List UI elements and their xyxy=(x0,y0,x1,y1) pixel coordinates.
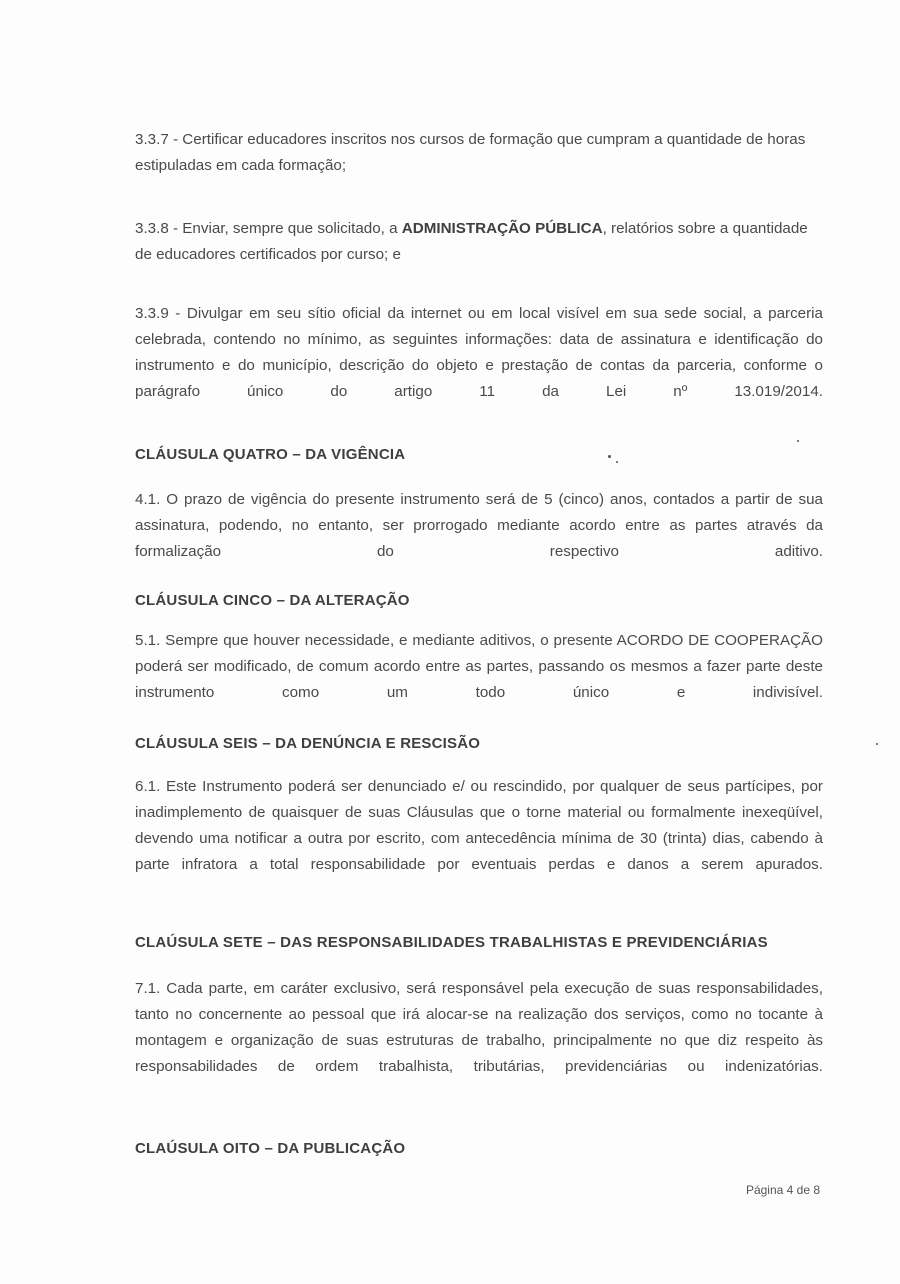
scan-speck xyxy=(797,440,799,442)
clause-3-3-7: 3.3.7 - Certificar educadores inscritos nos cursos de formação que cumpram a quantidade de horas estipuladas em cada formação; xyxy=(135,131,806,174)
clause-7-1: 7.1. Cada parte, em caráter exclusivo, será responsável pela execução de suas responsabilidades, tanto no concernente ao pessoal que irá alocar-se na realização dos serviços, como no tocante à montagem e organização de suas estruturas de trabalho, principalmente no que diz respeito às responsabilidades de ordem trabalhista, tributárias, previdenciárias ou indenizatórias. xyxy=(135,980,823,1075)
heading-clausula-oito: CLAÚSULA OITO – DA PUBLICAÇÃO xyxy=(135,1140,406,1157)
scan-speck xyxy=(616,461,618,463)
scan-speck xyxy=(608,455,611,458)
heading-clausula-seis: CLÁUSULA SEIS – DA DENÚNCIA E RESCISÃO xyxy=(135,735,481,752)
clause-3-3-9: 3.3.9 - Divulgar em seu sítio oficial da internet ou em local visível em sua sede social, a parceria celebrada, contendo no mínimo, as seguintes informações: data de assinatura e identificação do instrumento e do município, descrição do objeto e prestação de contas da parceria, conforme o parágrafo único do artigo 11 da Lei nº 13.019/2014. xyxy=(135,305,823,400)
clause-3-3-8-prefix: 3.3.8 - Enviar, sempre que solicitado, a xyxy=(135,220,402,237)
clause-4-1: 4.1. O prazo de vigência do presente instrumento será de 5 (cinco) anos, contados a partir de sua assinatura, podendo, no entanto, ser prorrogado mediante acordo entre as partes através da formalização do respectivo aditivo. xyxy=(135,491,823,560)
clause-3-3-8 xyxy=(135,216,823,268)
clause-3-3-8-suffix: , relatórios sobre a quantidade de educadores certificados por curso; e xyxy=(135,220,808,263)
clause-6-1: 6.1. Este Instrumento poderá ser denunciado e/ ou rescindido, por qualquer de seus partícipes, por inadimplemento de quaisquer de suas Cláusulas que o torne material ou formalmente inexeqüível, devendo uma notificar a outra por escrito, com antecedência mínima de 30 (trinta) dias, cabendo à parte infratora a total responsabilidade por eventuais perdas e danos a serem apurados. xyxy=(135,778,823,873)
administracao-publica-emphasis: ADMINISTRAÇÃO PÚBLICA xyxy=(401,220,603,237)
heading-clausula-cinco: CLÁUSULA CINCO – DA ALTERAÇÃO xyxy=(135,592,410,609)
clause-5-1: 5.1. Sempre que houver necessidade, e mediante aditivos, o presente ACORDO DE COOPERAÇÃO poderá ser modificado, de comum acordo entre as partes, passando os mesmos a fazer parte deste instrumento como um todo único e indivisível. xyxy=(135,632,823,701)
heading-clausula-sete: CLAÚSULA SETE – DAS RESPONSABILIDADES TRABALHISTAS E PREVIDENCIÁRIAS xyxy=(135,934,768,951)
page-number: Página 4 de 8 xyxy=(745,1183,820,1197)
scan-speck xyxy=(876,743,878,745)
heading-clausula-quatro: CLÁUSULA QUATRO – DA VIGÊNCIA xyxy=(135,446,406,463)
